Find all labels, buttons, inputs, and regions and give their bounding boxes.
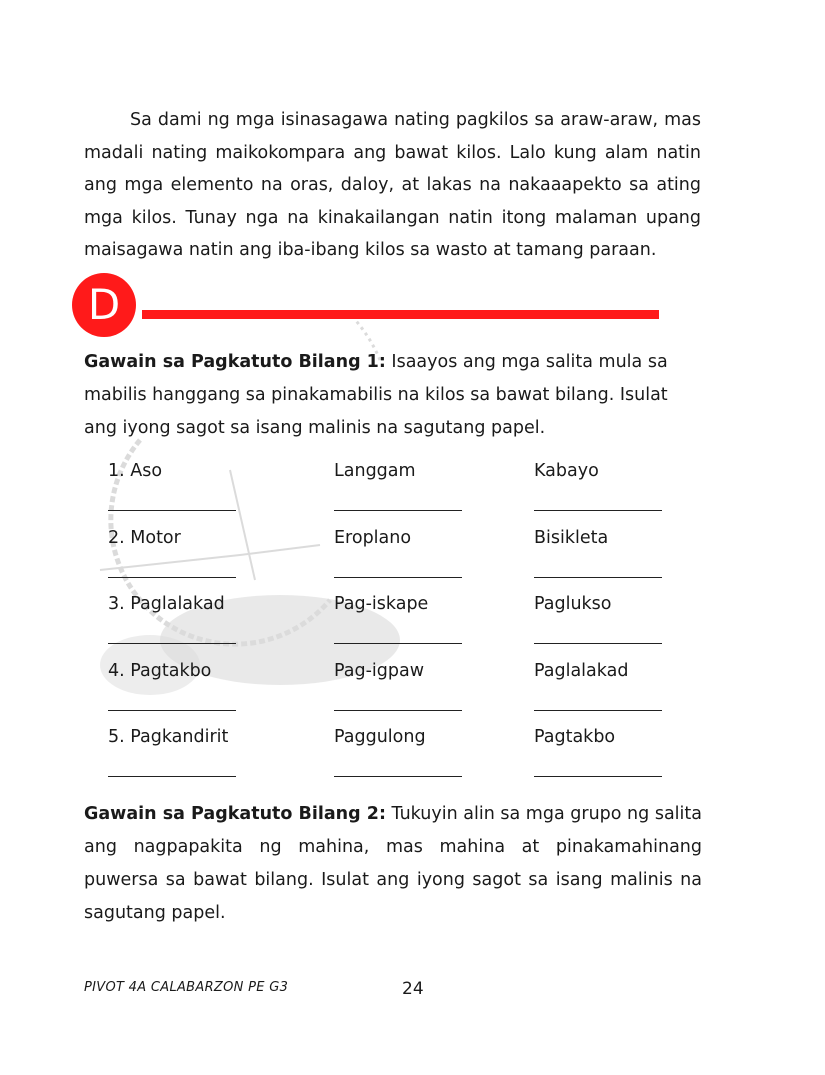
grid-row: [108, 656, 668, 723]
answer-blank[interactable]: [334, 776, 462, 777]
grid-word: 5. Pagkandirit: [108, 727, 229, 747]
grid-word: Pagtakbo: [534, 727, 616, 747]
grid-row: [108, 456, 668, 523]
intro-text: Sa dami ng mga isinasagawa nating pagkilos sa araw-araw, mas madali nating maikokompara ang bawat kilos. Lalo kung alam natin ang mga elemento na oras, daloy, at lakas na nakaaapekto sa ating mga kilos. Tunay nga na kinakailangan natin itong malaman upang maisagawa natin ang iba-ibang kilos sa wasto at tamang paraan.: [84, 110, 701, 260]
grid-word: Paglukso: [534, 594, 612, 614]
grid-word: 2. Motor: [108, 527, 181, 548]
grid-word: Eroplano: [334, 527, 412, 548]
answer-blank[interactable]: [534, 577, 662, 578]
answer-blank[interactable]: [108, 710, 236, 711]
answer-blank[interactable]: [108, 510, 236, 511]
task-1-instructions: [84, 346, 702, 445]
intro-paragraph: [84, 104, 701, 267]
grid-word: Kabayo: [534, 461, 599, 481]
task-2-title: Gawain sa Pagkatuto Bilang 2:: [84, 804, 386, 824]
grid-word: Bisikleta: [534, 527, 609, 548]
task-1-word-grid: [108, 456, 668, 789]
grid-word: Langgam: [334, 461, 416, 481]
grid-word: Paggulong: [334, 727, 426, 747]
grid-row: [108, 589, 668, 656]
answer-blank[interactable]: [334, 710, 462, 711]
answer-blank[interactable]: [334, 510, 462, 511]
answer-blank[interactable]: [108, 577, 236, 578]
grid-word: Pag-igpaw: [334, 660, 425, 681]
answer-blank[interactable]: [334, 577, 462, 578]
answer-blank[interactable]: [534, 710, 662, 711]
answer-blank[interactable]: [534, 776, 662, 777]
task-1-text: Isaayos ang mga salita mula sa mabilis hanggang sa pinakamabilis na kilos sa bawat bilang. Isulat ang iyong sagot sa isang malinis na sagutang papel.: [84, 352, 668, 438]
answer-blank[interactable]: [534, 510, 662, 511]
answer-blank[interactable]: [108, 776, 236, 777]
task-2-text: Tukuyin alin sa mga grupo ng salita ang nagpapakita ng mahina, mas mahina at pinakamahinang puwersa sa bawat bilang. Isulat ang iyong sagot sa isang malinis na sagutang papel.: [84, 804, 702, 923]
section-d-bar: [142, 310, 659, 319]
grid-row: [108, 722, 668, 789]
grid-row: [108, 523, 668, 590]
grid-word: 3. Paglalakad: [108, 594, 225, 614]
grid-word: 1. Aso: [108, 461, 163, 481]
task-1-title: Gawain sa Pagkatuto Bilang 1:: [84, 352, 386, 372]
answer-blank[interactable]: [534, 643, 662, 644]
grid-word: Pag-iskape: [334, 594, 429, 614]
grid-word: 4. Pagtakbo: [108, 660, 212, 681]
section-d-badge: D: [72, 273, 136, 337]
answer-blank[interactable]: [334, 643, 462, 644]
answer-blank[interactable]: [108, 643, 236, 644]
page-number: 24: [402, 979, 424, 999]
grid-word: Paglalakad: [534, 660, 629, 681]
footer-module-label: PIVOT 4A CALABARZON PE G3: [84, 980, 289, 995]
task-2-instructions: [84, 798, 702, 930]
